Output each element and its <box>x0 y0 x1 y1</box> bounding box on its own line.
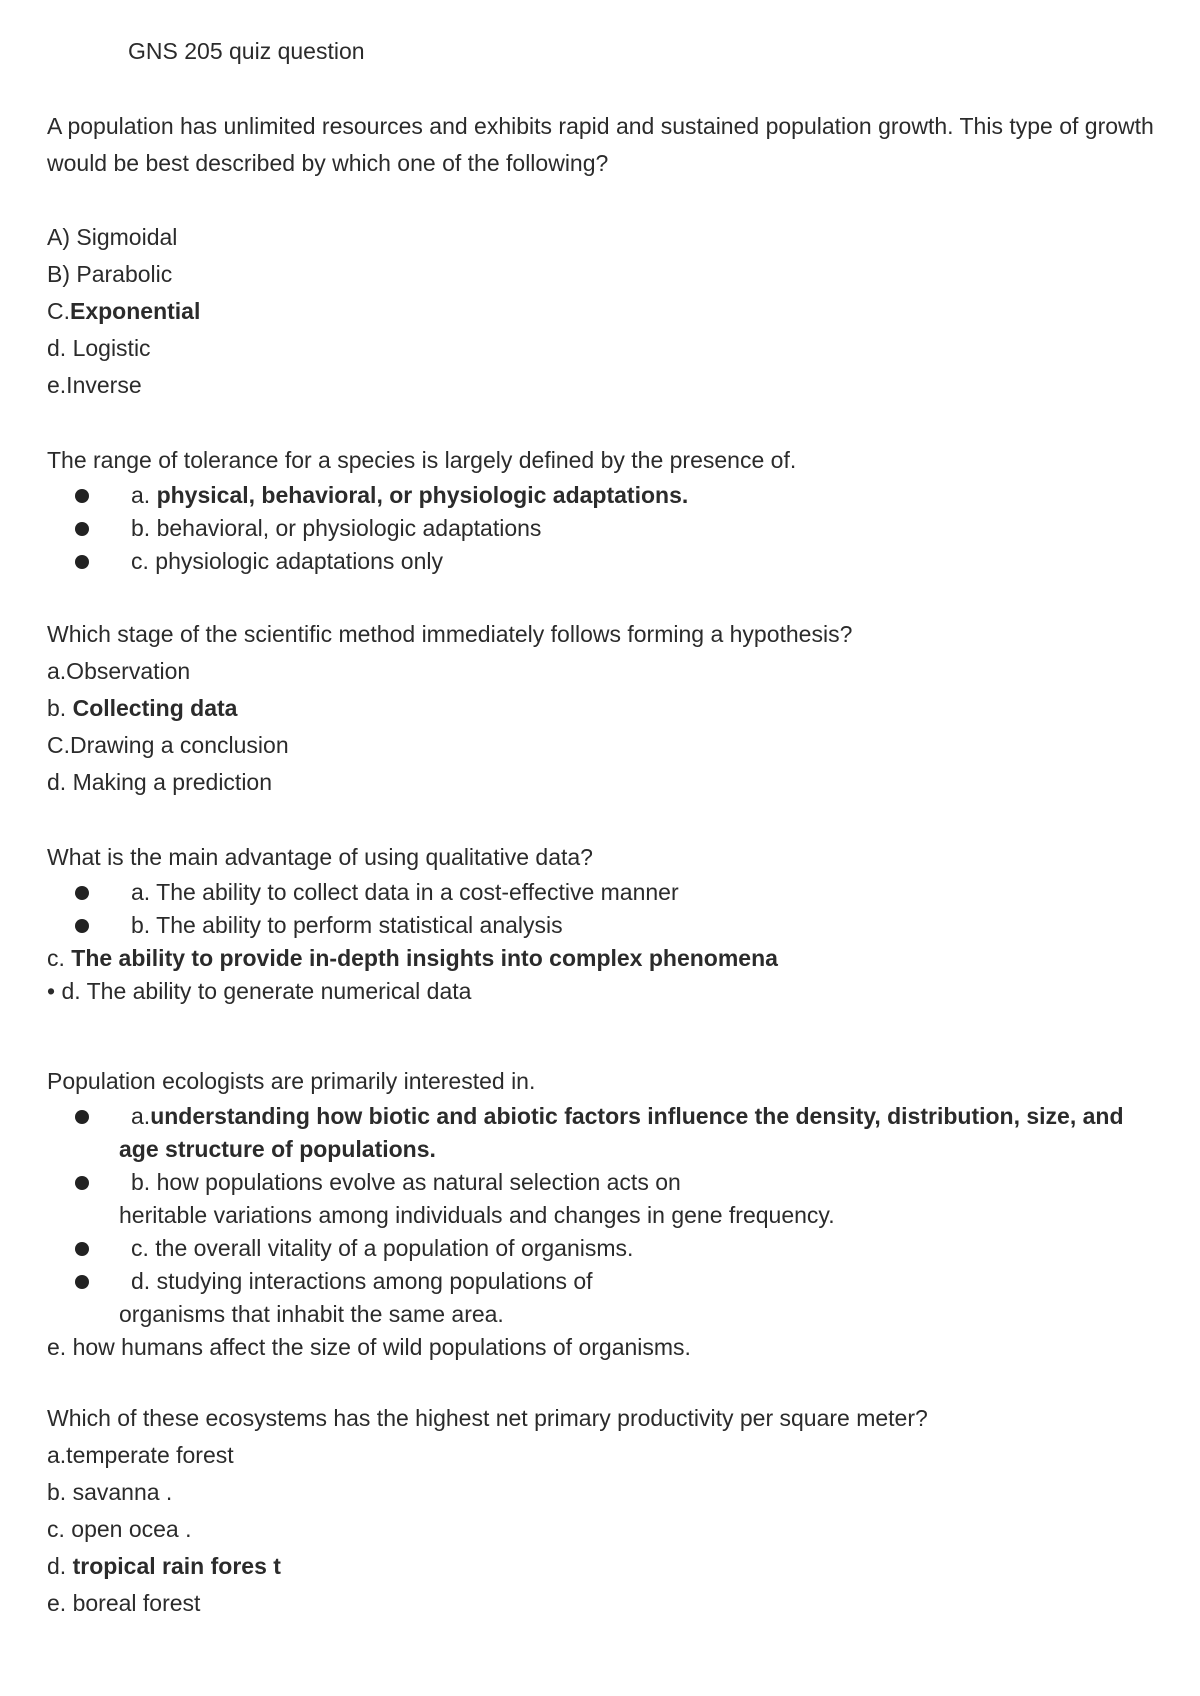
option-c <box>47 942 1157 975</box>
option-d <box>47 1548 1157 1585</box>
bullet-icon <box>75 919 89 933</box>
question-5 <box>47 1063 1157 1364</box>
option-c-answer: The ability to provide in-depth insights into complex phenomena <box>71 945 778 971</box>
option-c <box>47 293 1157 330</box>
option-b <box>47 909 1157 942</box>
option-d-letter: d. <box>47 1553 73 1579</box>
option-a-text: a. The ability to collect data in a cost-effective manner <box>131 879 679 905</box>
option-b-text: b. behavioral, or physiologic adaptations <box>131 515 542 541</box>
question-text: Which of these ecosystems has the highest net primary productivity per square meter? <box>47 1405 928 1431</box>
option-d-continuation: organisms that inhabit the same area. <box>119 1301 504 1327</box>
bullet-icon <box>75 1242 89 1256</box>
question-text: What is the main advantage of using qualitative data? <box>47 844 593 870</box>
option-c <box>47 545 1157 578</box>
question-4 <box>47 839 1157 1008</box>
option-c: c. open ocea . <box>47 1516 192 1542</box>
option-d <box>47 1265 1157 1331</box>
question-2 <box>47 442 1157 578</box>
option-b: b. savanna . <box>47 1479 173 1505</box>
option-a: a.temperate forest <box>47 1442 234 1468</box>
option-b <box>47 1166 1157 1232</box>
options-list <box>47 876 1157 942</box>
option-d: d. Logistic <box>47 335 151 361</box>
option-a <box>47 479 1157 512</box>
option-b-letter: b. <box>47 695 73 721</box>
option-d: d. Making a prediction <box>47 769 273 795</box>
question-text: Which stage of the scientific method immediately follows forming a hypothesis? <box>47 621 853 647</box>
question-1 <box>47 108 1157 404</box>
option-b-continuation: heritable variations among individuals and changes in gene frequency. <box>119 1202 835 1228</box>
option-a-letter: a. <box>131 482 157 508</box>
question-text: Population ecologists are primarily interested in. <box>47 1068 536 1094</box>
option-c-text: c. the overall vitality of a population of organisms. <box>131 1235 634 1261</box>
option-e: e.Inverse <box>47 372 142 398</box>
option-c <box>47 1232 1157 1265</box>
option-d-text: d. studying interactions among populations of <box>131 1268 593 1294</box>
option-b-text: b. The ability to perform statistical analysis <box>131 912 563 938</box>
bullet-icon <box>75 522 89 536</box>
option-a-answer: understanding how biotic and abiotic factors influence the density, distribution, size, and age structure of populations. <box>119 1103 1124 1162</box>
option-b <box>47 690 1157 727</box>
option-c-text: c. physiologic adaptations only <box>131 548 443 574</box>
option-a <box>47 1100 1157 1166</box>
question-text: The range of tolerance for a species is largely defined by the presence of. <box>47 447 797 473</box>
option-c-letter: c. <box>47 945 72 971</box>
question-text: A population has unlimited resources and exhibits rapid and sustained population growth. This type of growth would be best described by which one of the following? <box>47 113 1154 176</box>
page-title: GNS 205 quiz question <box>128 38 365 64</box>
option-a-letter: a. <box>131 1103 151 1129</box>
option-a: a.Observation <box>47 658 191 684</box>
option-b: B) Parabolic <box>47 261 173 287</box>
bullet-icon <box>75 489 89 503</box>
bullet-icon <box>75 1176 89 1190</box>
option-c-answer: Exponential <box>70 298 201 324</box>
options-list <box>47 479 1157 578</box>
option-e: e. how humans affect the size of wild populations of organisms. <box>47 1334 691 1360</box>
option-c: C.Drawing a conclusion <box>47 732 289 758</box>
option-b <box>47 512 1157 545</box>
option-c-letter: C. <box>47 298 70 324</box>
bullet-icon <box>75 1110 89 1124</box>
option-b-answer: Collecting data <box>72 695 238 721</box>
option-a: A) Sigmoidal <box>47 224 178 250</box>
bullet-icon <box>75 886 89 900</box>
bullet-icon <box>75 555 89 569</box>
option-d-answer: tropical rain fores t <box>72 1553 281 1579</box>
options-list <box>47 1100 1157 1331</box>
option-d: • d. The ability to generate numerical data <box>47 978 472 1004</box>
option-e: e. boreal forest <box>47 1590 201 1616</box>
option-a-answer: physical, behavioral, or physiologic adaptations. <box>156 482 689 508</box>
question-6 <box>47 1400 1157 1622</box>
option-a <box>47 876 1157 909</box>
option-b-text: b. how populations evolve as natural selection acts on <box>131 1169 681 1195</box>
bullet-icon <box>75 1275 89 1289</box>
question-3 <box>47 616 1157 801</box>
